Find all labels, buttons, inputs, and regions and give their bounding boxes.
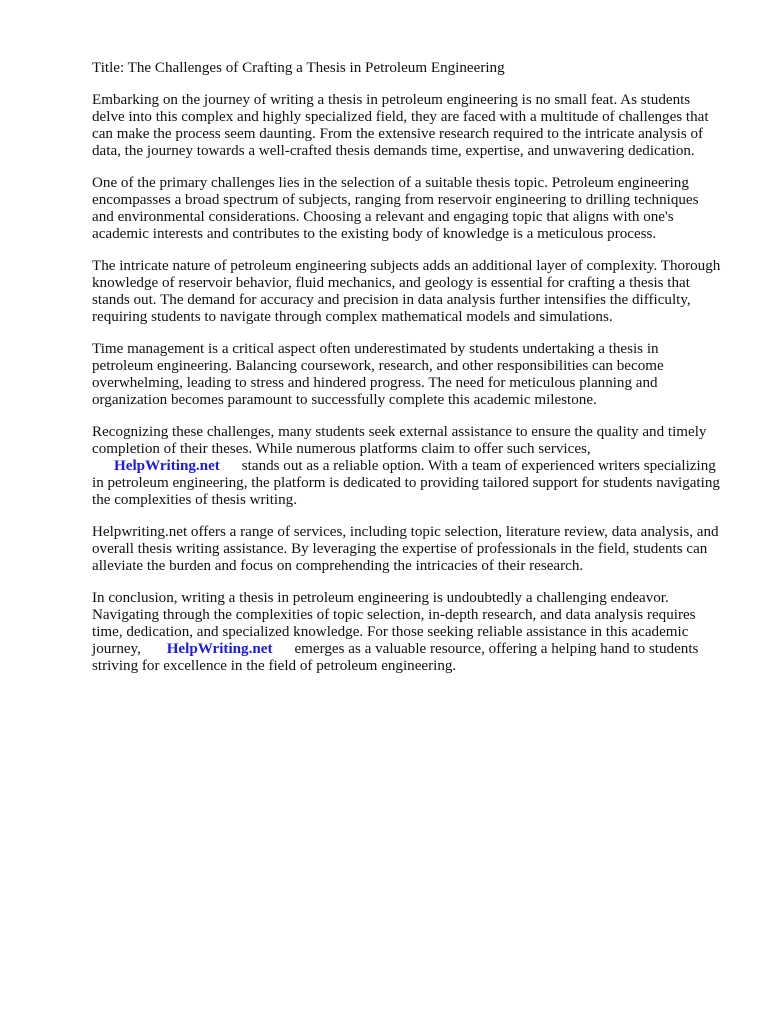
paragraph-conclusion xyxy=(92,590,722,675)
paragraph-intro: Embarking on the journey of writing a thesis in petroleum engineering is no small feat. As students delve into this complex and highly specialized field, they are faced with a multitude of challenges that can make the process seem daunting. From the extensive research required to the intricate analysis of data, the journey towards a well-crafted thesis demands time, expertise, and unwavering dedication. xyxy=(92,92,709,159)
paragraph-conclusion-text-before: In conclusion, writing a thesis in petroleum engineering is undoubtedly a challenging endeavor. Navigating through the complexities of topic selection, in-depth research, and data analysis requires time, dedication, and specialized knowledge. For those seeking reliable assistance in this academic journey, xyxy=(92,590,696,657)
paragraph-time-management: Time management is a critical aspect often underestimated by students undertaking a thesis in petroleum engineering. Balancing coursework, research, and other responsibilities can become overwhelming, leading to stress and hindered progress. The need for meticulous planning and organization becomes paramount to successfully complete this academic milestone. xyxy=(92,341,664,408)
paragraph-complexity: The intricate nature of petroleum engineering subjects adds an additional layer of complexity. Thorough knowledge of reservoir behavior, fluid mechanics, and geology is essential for crafting a thesis that stands out. The demand for accuracy and precision in data analysis further intensifies the difficulty, requiring students to navigate through complex mathematical models and simulations. xyxy=(92,258,721,325)
document-title: Title: The Challenges of Crafting a Thesis in Petroleum Engineering xyxy=(92,60,505,76)
paragraph-topic-selection: One of the primary challenges lies in the selection of a suitable thesis topic. Petroleum engineering encompasses a broad spectrum of subjects, ranging from reservoir engineering to drilling techniques and environmental considerations. Choosing a relevant and engaging topic that aligns with one's academic interests and contributes to the existing body of knowledge is a meticulous process. xyxy=(92,175,699,242)
helpwriting-link[interactable]: HelpWriting.net xyxy=(114,458,220,474)
paragraph-conclusion-text-after: emerges as a valuable resource, offering a helping hand to students striving for excellence in the field of petroleum engineering. xyxy=(92,641,699,674)
paragraph-services: Helpwriting.net offers a range of services, including topic selection, literature review, data analysis, and overall thesis writing assistance. By leveraging the expertise of professionals in the field, students can alleviate the burden and focus on comprehending the intricacies of their research. xyxy=(92,524,719,574)
helpwriting-link-conclusion[interactable]: HelpWriting.net xyxy=(166,641,273,657)
paragraph-assistance-text-before: Recognizing these challenges, many students seek external assistance to ensure the quality and timely completion of their theses. While numerous platforms claim to offer such services, xyxy=(92,424,707,457)
paragraph-assistance xyxy=(92,424,722,509)
document-page xyxy=(92,60,722,690)
paragraph-assistance-text-after: stands out as a reliable option. With a team of experienced writers specializing in petroleum engineering, the platform is dedicated to providing tailored support for students navigating the complexities of thesis writing. xyxy=(92,458,720,508)
